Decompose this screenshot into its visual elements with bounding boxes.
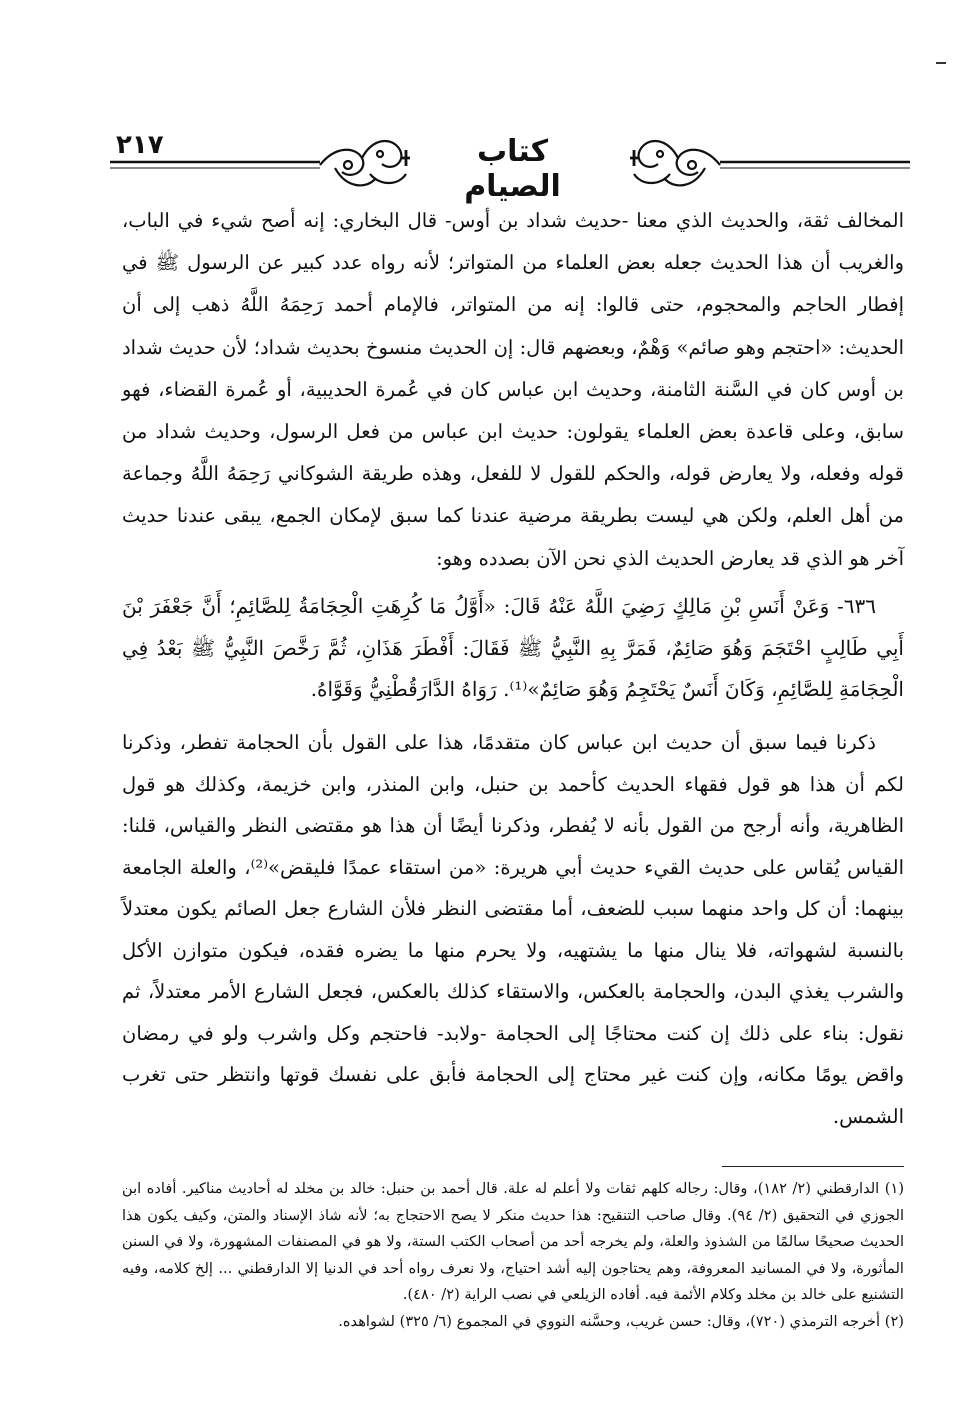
corner-mark <box>936 62 946 64</box>
paragraph-1 <box>122 200 904 580</box>
book-title: كتاب الصيام <box>464 134 561 204</box>
page-number: ٢١٧ <box>116 130 164 160</box>
page-header <box>110 128 910 204</box>
paragraph-2-text: ذكرنا فيما سبق أن حديث ابن عباس كان متقدمًا، هذا على القول بأن الحجامة تفطر، وذكرنا لكم أن هذا هو قول فقهاء الحديث كأحمد بن حنبل، وابن المنذر، وابن خزيمة، وكذلك هو قول الظاهرية، وأنه أرجح من القول بأنه لا يُفطر، وذكرنا أيضًا أن هذا هو مقتضى النظر والقياس، قلنا: القياس يُقاس على حديث القيء حديث أبي هريرة: «من استقاء عمدًا فليقض»⁽²⁾، والعلة الجامعة بينهما: أن كل واحد منهما سبب للضعف، أما مقتضى النظر فلأن الشارع جعل الصائم يكون معتدلاً بالنسبة لشهواته، فلا ينال منها ما يشتهيه، ولا يحرم منها ما يضره فقده، فيكون متوازن الأكل والشرب يغذي البدن، والحجامة بالعكس، والاستقاء كذلك بالعكس، فجعل الشارع الأمر معتدلاً، ثم نقول: بناء على ذلك إن كنت محتاجًا إلى الحجامة -ولابد- فاحتجم وكل واشرب ولو في رمضان واقض يومًا مكانه، وإن كنت غير محتاج إلى الحجامة فأبق على نفسك قوتها وانتظر حتى تغرب الشمس. <box>122 731 905 1128</box>
right-flourish <box>630 141 720 185</box>
footnote-1: (١) الدارقطني (٢/ ١٨٢)، وقال: رجاله كلهم ثقات ولا أعلم له علة. قال أحمد بن حنبل: خالد بن مخلد له أحاديث مناكير. أفاده ابن الجوزي في التحقيق (٢/ ٩٤). وقال صاحب التنقيح: هذا حديث منكر لا يصح الاحتجاج به؛ لأنه شاذ الإسناد والمتن، وكيف يكون هذا الحديث صحيحًا سالمًا من الشذوذ والعلة، ولم يخرجه أحد من أصحاب الكتب الستة، ولا هو في المصنفات المشهورة، ولا في السنن المأثورة، ولا في المسانيد المعروفة، وهم يحتاجون إليه أشد احتياج، ولا نعرف رواه أحد في الدنيا إلا الدارقطني ... إلخ كلامه، وفيه التشنيع على خالد بن مخلد وكلام الأئمة فيه. أفاده الزيلعي في نصب الراية (٢/ ٤٨٠). <box>122 1180 905 1304</box>
footnotes <box>122 1176 904 1336</box>
footnote-2: (٢) أخرجه الترمذي (٧٢٠)، وقال: حسن غريب، وحسَّنه النووي في المجموع (٦/ ٣٢٥) لشواهده. <box>338 1312 904 1330</box>
hadith-text: ٦٣٦- وَعَنْ أَنَسِ بْنِ مَالِكٍ رَضِيَ اللَّهُ عَنْهُ قَالَ: «أَوَّلُ مَا كُرِهَتِ الْحِجَامَةُ لِلصَّائِمِ؛ أَنَّ جَعْفَرَ بْنَ أَبِي طَالِبٍ احْتَجَمَ وَهُوَ صَائِمٌ، فَمَرَّ بِهِ النَّبِيُّ ﷺ فَقَالَ: أَفْطَرَ هَذَانِ، ثُمَّ رَخَّصَ النَّبِيُّ ﷺ بَعْدُ فِي الْحِجَامَةِ لِلصَّائِمِ، وَكَانَ أَنَسٌ يَحْتَجِمُ وَهُوَ صَائِمٌ»⁽¹⁾. رَوَاهُ الدَّارَقُطْنِيُّ وَقَوَّاهُ. <box>122 594 904 701</box>
footnote-separator <box>722 1166 904 1167</box>
paragraph-1-text: المخالف ثقة، والحديث الذي معنا -حديث شداد بن أوس- قال البخاري: إنه أصح شيء في الباب، والغريب أن هذا الحديث جعله بعض العلماء من المتواتر؛ لأنه رواه عدد كبير عن الرسول ﷺ في إفطار الحاجم والمحجوم، حتى قالوا: إنه من المتواتر، فالإمام أحمد رَحِمَهُ اللَّهُ ذهب إلى أن الحديث: «احتجم وهو صائم» وَهْمٌ، وبعضهم قال: إن الحديث منسوخ بحديث شداد؛ لأن حديث شداد بن أوس كان في السَّنة الثامنة، وحديث ابن عباس كان في عُمرة الحديبية، أو عُمرة القضاء، فهو سابق، وعلى قاعدة بعض العلماء يقولون: حديث ابن عباس من فعل الرسول، وحديث شداد من قوله وفعله، ولا يعارض قوله، والحكم للقول لا للفعل، وهذه طريقة الشوكاني رَحِمَهُ اللَّهُ وجماعة من أهل العلم، ولكن هي ليست بطريقة مرضية عندنا كما سبق لإمكان الجمع، يبقى عندنا حديث آخر هو الذي قد يعارض الحديث الذي نحن الآن بصدده وهو: <box>122 209 904 570</box>
hadith-block <box>122 586 904 711</box>
paragraph-2 <box>122 722 904 1137</box>
left-flourish <box>320 141 410 185</box>
